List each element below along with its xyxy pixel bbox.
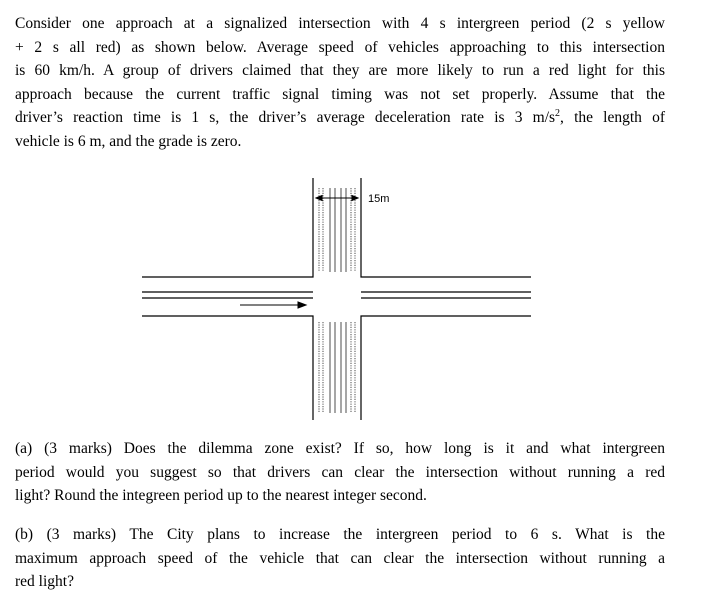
text-segment: driver’s reaction time is 1 s, the driver’s average deceleration rate is 3 m/s: [15, 109, 556, 126]
text-line: (b) (3 marks) The City plans to increase the intergreen period to 6 s. What is the: [15, 526, 665, 543]
text-line: vehicle is 6 m, and the grade is zero.: [15, 132, 242, 150]
text-line: (a) (3 marks) Does the dilemma zone exist? If so, how long is it and what intergreen: [15, 440, 665, 457]
text-segment: , the length of: [560, 109, 665, 126]
text-line: approach because the current traffic signal timing was not set properly. Assume that the: [15, 85, 665, 103]
crosswalk-north: [319, 188, 355, 272]
question-a: [15, 437, 665, 508]
text-line: maximum approach speed of the vehicle that can clear the intersection without running a: [15, 549, 665, 567]
text-line: Consider one approach at a signalized intersection with 4 s intergreen period (2 s yellow: [15, 15, 665, 32]
text-line: period would you suggest so that drivers can clear the intersection without running a red: [15, 463, 665, 481]
crosswalk-south: [319, 322, 355, 413]
text-line: is 60 km/h. A group of drivers claimed that they are more likely to run a red light for this: [15, 62, 665, 79]
road-edge: [361, 316, 531, 420]
text-line: red light?: [15, 573, 74, 590]
dimension-arrow: [316, 196, 358, 201]
text-line: light? Round the integreen period up to the nearest integer second.: [15, 487, 427, 504]
road-edge: [142, 316, 313, 420]
dimension-label: 15m: [368, 193, 390, 205]
road-edge: [142, 178, 313, 277]
question-b: [15, 523, 665, 594]
approach-arrow-icon: [240, 302, 306, 308]
superscript: 2: [555, 108, 561, 119]
text-line: + 2 s all red) as shown below. Average speed of vehicles approaching to this intersection: [15, 38, 665, 56]
